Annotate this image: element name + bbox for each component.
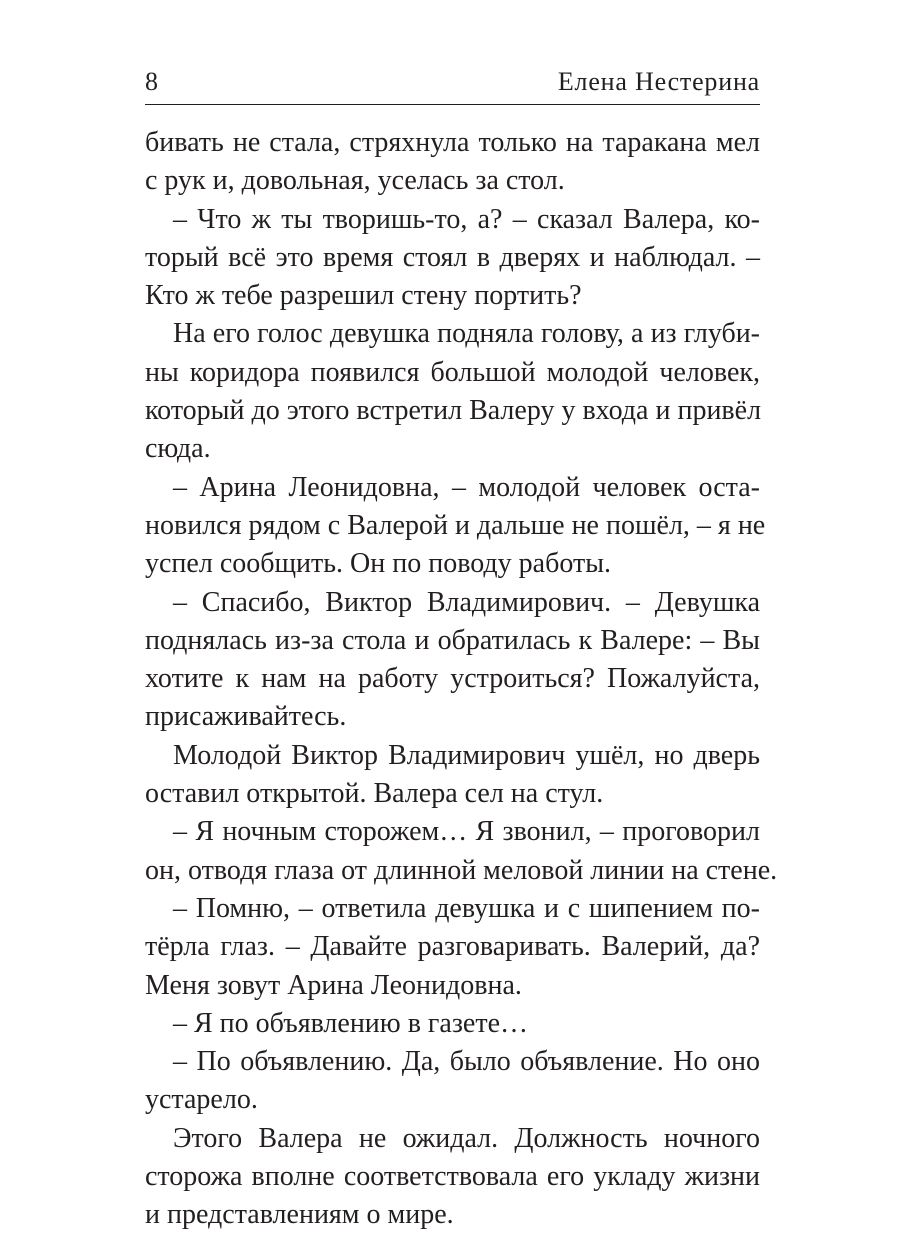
text-line: – Я по объявлению в газете… <box>173 1007 528 1039</box>
text-line: оставил открытой. Валера сел на стул. <box>145 778 604 810</box>
text-line: с рук и, довольная, уселась за стол. <box>145 165 565 197</box>
text-line: поднялась из-за стола и обратилась к Валере: – Вы <box>145 624 760 656</box>
text-line: сюда. <box>145 433 211 465</box>
body-text <box>145 124 778 1235</box>
text-line: хотите к нам на работу устроиться? Пожалуйста, <box>145 663 760 695</box>
text-line: присаживайтесь. <box>145 701 347 733</box>
text-line: тёрла глаз. – Давайте разговаривать. Валерий, да? <box>145 931 760 963</box>
text-line: Молодой Виктор Владимирович ушёл, но дверь <box>173 739 760 771</box>
text-line: сторожа вполне соответствовала его укладу жизни <box>145 1161 760 1193</box>
text-line: новился рядом с Валерой и дальше не пошёл, – я не <box>145 509 766 541</box>
text-line: ны коридора появился большой молодой человек, <box>145 356 760 388</box>
header-rule <box>145 104 760 105</box>
page-header <box>145 66 760 100</box>
text-line: устарело. <box>145 1084 258 1116</box>
text-line: который до этого встретил Валеру у входа и привёл <box>145 395 762 427</box>
text-line: – Помню, – ответила девушка и с шипением по- <box>173 892 760 924</box>
text-line: – Арина Леонидовна, – молодой человек оста- <box>173 471 760 503</box>
text-line: торый всё это время стоял в дверях и наблюдал. – <box>145 241 760 273</box>
page-number: 8 <box>145 67 158 96</box>
text-line: Кто ж тебе разрешил стену портить? <box>145 280 582 312</box>
text-line: – Что ж ты творишь-то, а? – сказал Валера, ко- <box>173 203 760 235</box>
text-line: и представлениям о мире. <box>145 1199 454 1231</box>
text-line: он, отводя глаза от длинной меловой линии на стене. <box>145 854 778 886</box>
text-line: Этого Валера не ожидал. Должность ночного <box>173 1122 760 1154</box>
text-line: Меня зовут Арина Леонидовна. <box>145 969 522 1001</box>
running-head-author: Елена Нестерина <box>557 67 760 96</box>
text-line: На его голос девушка подняла голову, а из глуби- <box>173 318 760 350</box>
text-line: бивать не стала, стряхнула только на таракана мел <box>145 127 760 158</box>
text-line: – По объявлению. Да, было объявление. Но оно <box>173 1046 760 1078</box>
text-line: успел сообщить. Он по поводу работы. <box>145 548 612 580</box>
text-line: – Я ночным сторожем… Я звонил, – проговорил <box>173 816 760 848</box>
text-line: – Спасибо, Виктор Владимирович. – Девушка <box>173 586 760 618</box>
